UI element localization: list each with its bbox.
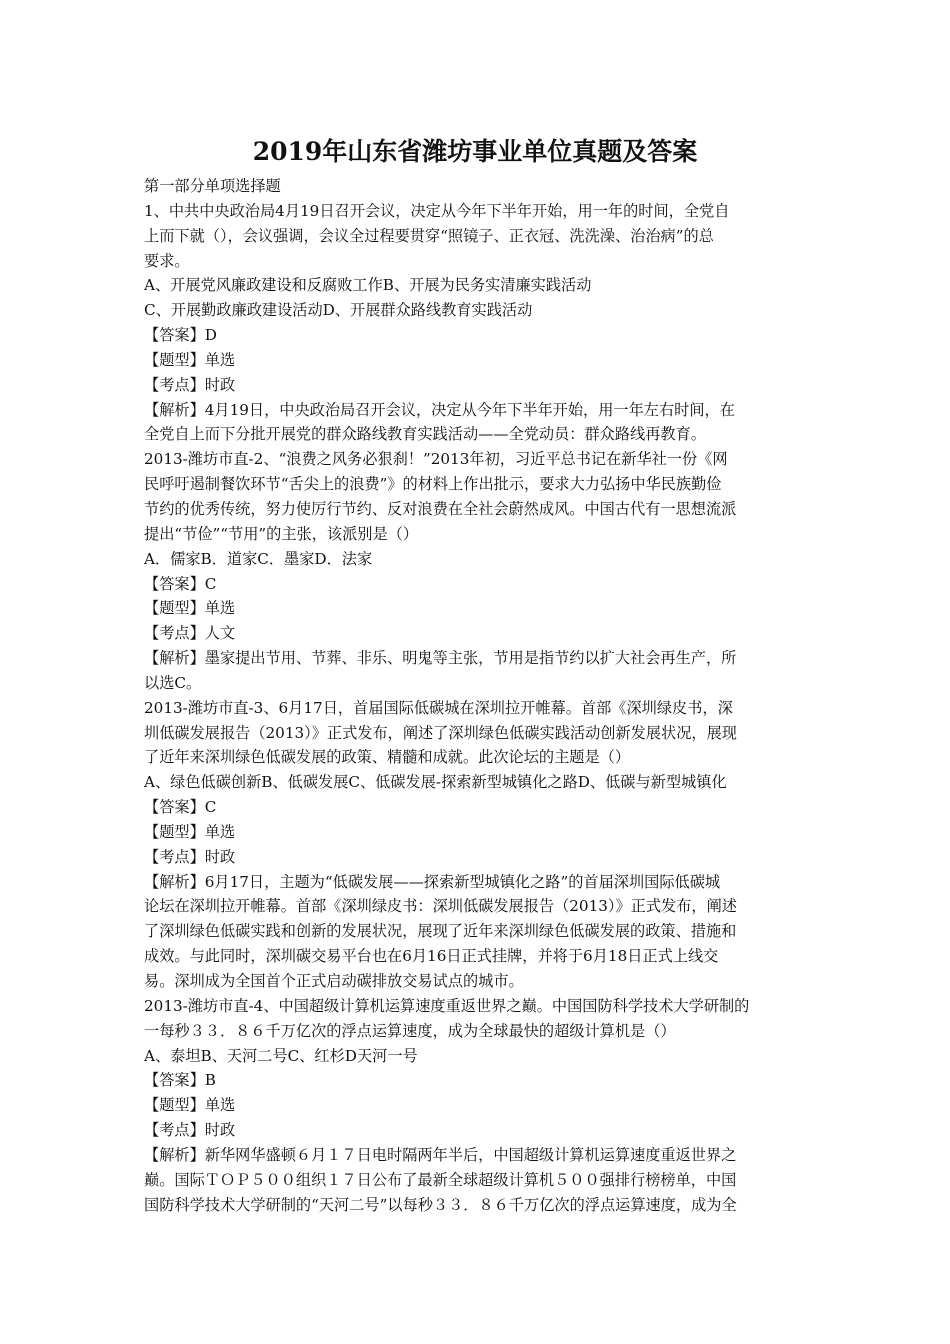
- text-line: 民呼吁遏制餐饮环节“舌尖上的浪费”》的材料上作出批示，要求大力弘扬中华民族勤俭: [144, 475, 722, 494]
- text-line: A、泰坦B、天河二号C、红杉D天河一号: [144, 1046, 418, 1065]
- text-line: 【解析】新华网华盛顿６月１７日电时隔两年半后，中国超级计算机运算速度重返世界之: [144, 1145, 737, 1164]
- text-line: 2013-潍坊市直-3、6月17日，首届国际低碳城在深圳拉开帷幕。首部《深圳绿皮书，深: [144, 698, 733, 717]
- text-line: 国防科学技术大学研制的“天河二号”以每秒３３．８６千万亿次的浮点运算速度，成为全: [144, 1195, 737, 1214]
- document-body: [144, 174, 814, 1242]
- text-line: A、开展党风廉政建设和反腐败工作B、开展为民务实清廉实践活动: [144, 276, 592, 295]
- text-line: 【答案】C: [144, 798, 217, 817]
- text-line: [144, 1217, 814, 1242]
- text-line: 论坛在深圳拉开帷幕。首部《深圳绿皮书：深圳低碳发展报告（2013）》正式发布，阐述: [144, 897, 737, 916]
- text-line: 了深圳绿色低碳实践和创新的发展状况，展现了近年来深圳绿色低碳发展的政策、措施和: [144, 922, 737, 941]
- text-line: 【解析】4月19日，中央政治局召开会议，决定从今年下半年开始，用一年左右时间，在: [144, 400, 735, 419]
- text-line: 易。深圳成为全国首个正式启动碳排放交易试点的城市。: [144, 972, 524, 990]
- text-line: 成效。与此同时，深圳碳交易平台也在6月16日正式挂牌，并将于6月18日正式上线交: [144, 947, 719, 966]
- text-line: 巅。国际ＴＯＰ５００组织１７日公布了最新全球超级计算机５００强排行榜榜单，中国: [144, 1170, 737, 1189]
- text-line: C、开展勤政廉政建设活动D、开展群众路线教育实践活动: [144, 301, 533, 320]
- text-line: 2013-潍坊市直-4、中国超级计算机运算速度重返世界之巅。中国国防科学技术大学研制的: [144, 996, 750, 1015]
- text-line: 【解析】墨家提出节用、节葬、非乐、明鬼等主张，节用是指节约以扩大社会再生产，所: [144, 649, 737, 668]
- text-line: 上而下就（），会议强调，会议全过程要贯穿“照镜子、正衣冠、洗洗澡、治治病”的总: [144, 226, 714, 245]
- text-line: 要求。: [144, 251, 190, 270]
- text-line: 【考点】时政: [144, 847, 236, 866]
- text-line: 全党自上而下分批开展党的群众路线教育实践活动——全党动员：群众路线再教育。: [144, 425, 706, 444]
- text-line: 【考点】人文: [144, 624, 236, 643]
- text-line: 第一部分单项选择题: [144, 177, 281, 195]
- text-line: 圳低碳发展报告（2013）》正式发布，阐述了深圳绿色低碳实践活动创新发展状况，展现: [144, 723, 737, 742]
- text-line: 2013-潍坊市直-2、“浪费之风务必狠刹！”2013年初，习近平总书记在新华社一份《网: [144, 450, 728, 469]
- text-line: 提出“节俭”“节用”的主张，该派别是（）: [144, 524, 419, 543]
- text-line: 【考点】时政: [144, 1121, 236, 1140]
- text-line: 了近年来深圳绿色低碳发展的政策、精髓和成就。此次论坛的主题是（）: [144, 748, 630, 767]
- text-line: 【答案】C: [144, 574, 217, 593]
- text-line: 【题型】单选: [144, 599, 236, 618]
- text-line: 【答案】B: [144, 1071, 216, 1090]
- text-line: 【题型】单选: [144, 822, 236, 841]
- text-line: 一每秒３３．８６千万亿次的浮点运算速度，成为全球最快的超级计算机是（）: [144, 1021, 676, 1040]
- text-line: 以选C。: [144, 673, 202, 692]
- text-line: 【解析】6月17日，主题为“低碳发展——探索新型城镇化之路”的首届深圳国际低碳城: [144, 872, 721, 891]
- text-line: 【题型】单选: [144, 1096, 236, 1115]
- text-line: 节约的优秀传统，努力使厉行节约、反对浪费在全社会蔚然成风。中国古代有一思想流派: [144, 499, 737, 518]
- text-line: A．儒家B．道家C．墨家D．法家: [144, 549, 373, 568]
- text-line: 【考点】时政: [144, 375, 236, 394]
- document-title: 2019年山东省潍坊事业单位真题及答案: [252, 137, 698, 166]
- text-line: A、绿色低碳创新B、低碳发展C、低碳发展-探索新型城镇化之路D、低碳与新型城镇化: [144, 773, 727, 792]
- text-line: 【答案】D: [144, 326, 217, 345]
- text-line: 【题型】单选: [144, 350, 236, 369]
- text-line: 1、中共中央政治局4月19日召开会议，决定从今年下半年开始，用一年的时间，全党自: [144, 201, 730, 220]
